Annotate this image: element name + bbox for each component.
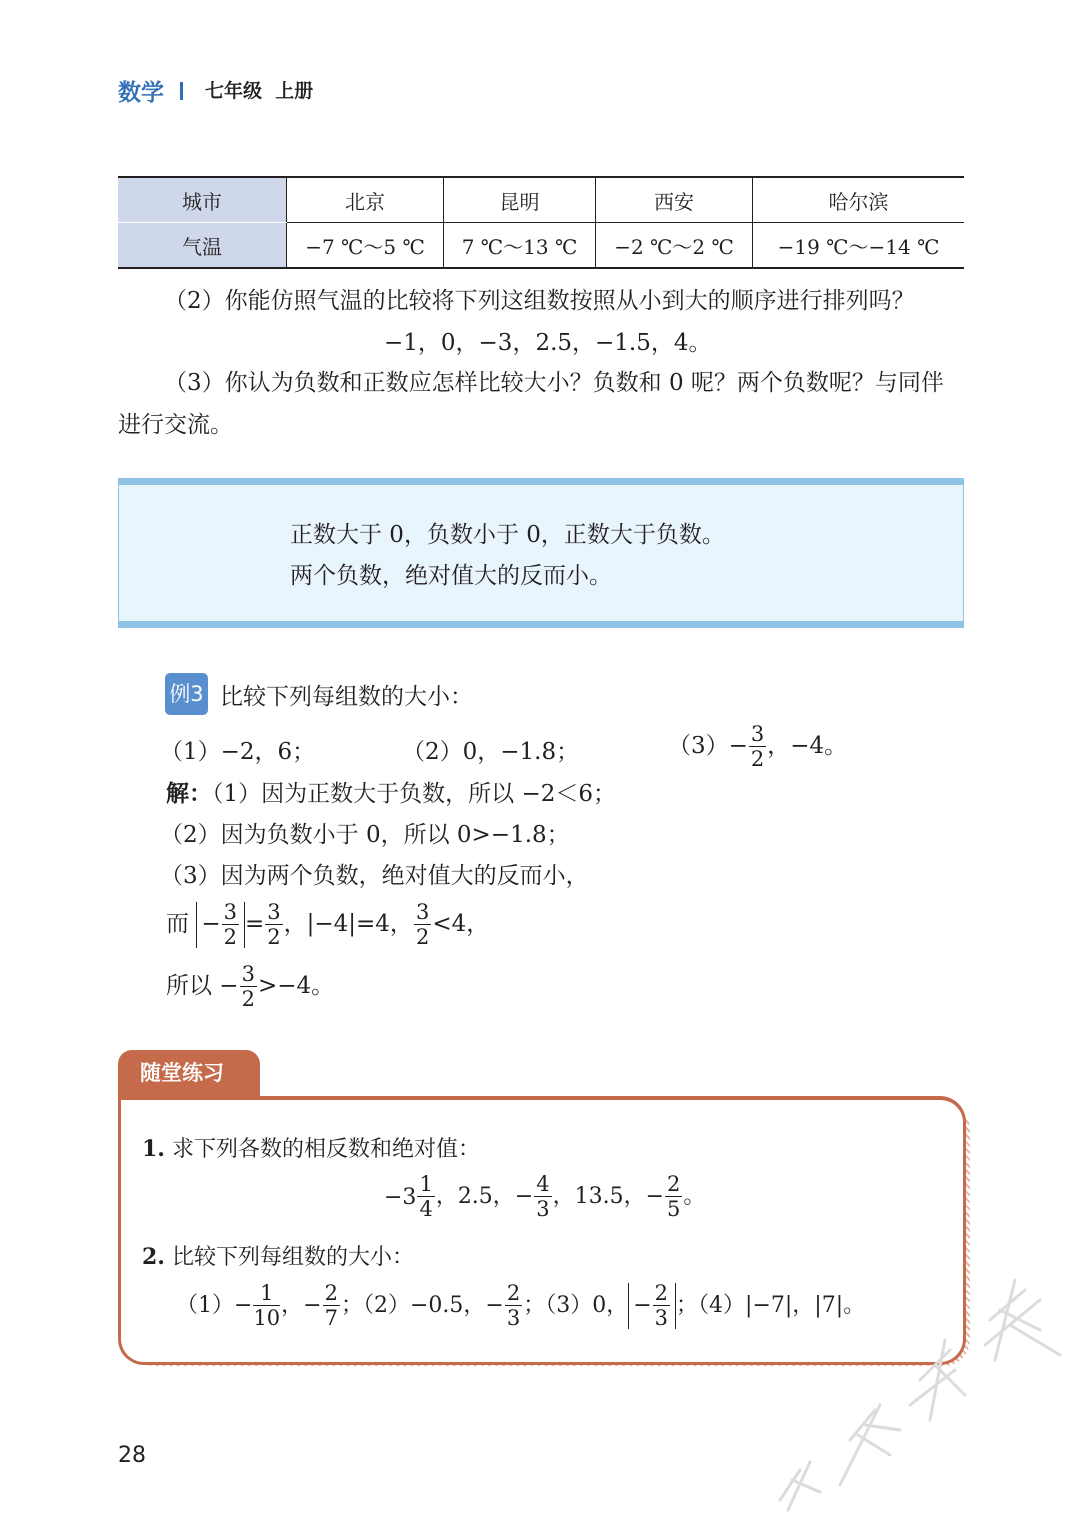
absolute-value [628,1283,676,1329]
numerator: 2 [654,1281,669,1305]
practice-text: 求下列各数的相反数和绝对值： [171,1137,480,1162]
denominator: 2 [750,747,765,771]
whole-part: −3 [384,1184,417,1210]
practice-text: （1）− [176,1293,253,1318]
example-item-3 [668,724,847,770]
solution-1 [166,775,616,808]
practice-text: ；（4）|−7|，|7|。 [676,1293,866,1318]
fraction [240,964,257,1010]
fraction [253,1283,280,1329]
table-cell: −2 ℃～2 ℃ [595,223,752,269]
subject-title: 数学 [118,80,164,106]
solution-3-conclusion [166,964,334,1010]
solution-label: 解： [166,780,212,807]
table-cell: −19 ℃～−14 ℃ [753,223,964,269]
table-cell: 城市 [118,177,287,223]
minus-sign: − [201,911,221,937]
example-item-2: （2）0，−1.8； [402,739,580,765]
fraction [414,902,431,948]
fraction [417,1174,434,1220]
denominator: 2 [241,987,255,1011]
fraction [534,1174,551,1220]
denominator: 4 [419,1197,433,1221]
table-header-row [118,177,964,223]
practice-text: ，2.5，− [435,1184,534,1209]
practice-text: ；（2）−0.5，− [340,1293,504,1318]
solution-text: <4， [432,911,490,937]
example-title: 比较下列每组数的大小： [220,684,473,710]
solution-text: 所以 − [166,973,239,999]
numerator: 3 [750,722,765,746]
practice-1-values [384,1174,705,1220]
denominator: 3 [536,1197,550,1221]
practice-text: ，− [281,1293,322,1318]
table-cell: 7 ℃～13 ℃ [444,223,596,269]
solution-1-text: （1）因为正数大于负数，所以 −2＜6； [212,781,616,807]
denominator: 2 [267,925,281,949]
denominator: 7 [324,1306,338,1330]
numerator: 2 [667,1172,681,1196]
numerator: 3 [415,900,430,924]
denominator: 3 [654,1306,669,1330]
equals-sign: = [244,911,265,937]
header-separator [180,82,183,100]
fraction [653,1283,670,1329]
absolute-value [196,902,245,948]
fraction [323,1283,340,1329]
temperature-table [118,176,964,269]
numerator: 3 [267,900,281,924]
rule-line-1: 正数大于 0，负数小于 0，正数大于负数。 [290,522,725,548]
table-cell: 昆明 [444,177,596,223]
minus-sign: − [633,1293,652,1318]
numerator: 3 [223,900,237,924]
item-3-prefix: （3）− [668,733,748,759]
practice-text: 。 [683,1184,706,1209]
fraction [222,902,239,948]
numerator: 4 [536,1172,550,1196]
table-cell: 西安 [595,177,752,223]
number-sequence: −1，0，−3，2.5，−1.5，4。 [384,330,712,356]
fraction [505,1283,522,1329]
denominator: 10 [253,1306,281,1330]
rule-line-2: 两个负数，绝对值大的反而小。 [290,563,612,589]
denominator: 3 [506,1306,521,1330]
table-row [118,223,964,269]
solution-2: （2）因为负数小于 0，所以 0>−1.8； [160,822,570,848]
mixed-number [384,1185,416,1210]
example-item-1: （1）−2，6； [160,739,316,765]
grade-label: 七年级 上册 [205,80,314,102]
solution-text: 而 [166,911,189,937]
question-2: （2）你能仿照气温的比较将下列这组数按照从小到大的顺序进行排列吗？ [164,288,915,314]
example-badge: 例3 [165,673,208,715]
table-cell: 气温 [118,223,287,269]
page-number: 28 [118,1443,146,1468]
denominator: 2 [223,925,237,949]
fraction [665,1174,682,1220]
practice-tab: 随堂练习 [118,1050,260,1096]
numerator: 2 [324,1281,338,1305]
practice-text: ；（3）0， [523,1293,629,1318]
item-3-suffix: ，−4。 [767,733,848,759]
table-cell: 北京 [287,177,444,223]
rule-box [118,484,964,622]
table-cell: 哈尔滨 [753,177,964,223]
numerator: 1 [253,1283,280,1306]
watermark-image [740,1230,1080,1526]
numerator: 3 [241,962,255,986]
fraction [749,724,766,770]
solution-text: >−4。 [257,973,335,999]
numerator: 1 [419,1172,433,1196]
numerator: 2 [506,1281,521,1305]
practice-text: 比较下列每组数的大小： [171,1245,414,1270]
solution-3: （3）因为两个负数，绝对值大的反而小， [160,863,589,889]
practice-text: ，13.5，− [552,1184,665,1209]
denominator: 2 [415,925,430,949]
fraction [265,902,282,948]
item-number: 2. [142,1244,165,1270]
table-cell: −7 ℃～5 ℃ [287,223,444,269]
solution-3-abs-line [166,902,489,948]
item-number: 1. [142,1136,165,1162]
rule-box-bottom-bar [118,621,964,628]
solution-text: ，|−4|=4， [283,911,413,937]
practice-item-1 [142,1132,480,1163]
question-3: （3）你认为负数和正数应怎样比较大小？负数和 0 呢？两个负数呢？与同伴进行交流。 [118,370,944,438]
practice-item-2 [142,1240,414,1271]
denominator: 5 [667,1197,681,1221]
